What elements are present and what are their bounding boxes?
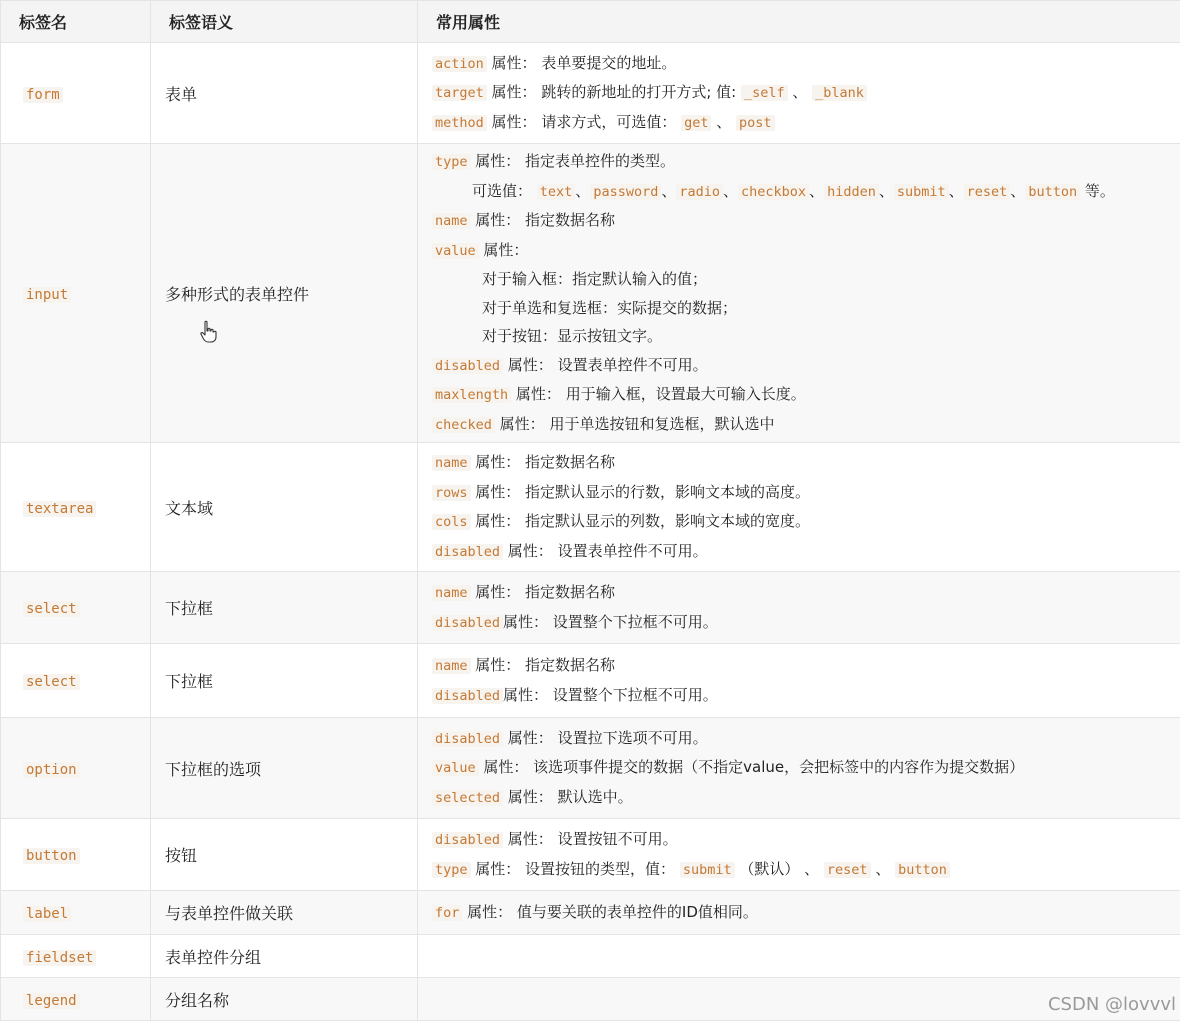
attr-code: disabled bbox=[432, 615, 503, 631]
attr-line bbox=[432, 507, 1180, 537]
header-tag-semantic: 标签语义 bbox=[151, 1, 418, 43]
attr-value-code: _self bbox=[741, 85, 788, 101]
attr-line bbox=[432, 147, 1180, 177]
attr-value-code: submit bbox=[894, 184, 949, 200]
attr-desc: 属性： 该选项事件提交的数据（不指定value，会把标签中的内容作为提交数据） bbox=[478, 758, 1025, 777]
attr-code: target bbox=[432, 85, 487, 101]
tag-code: fieldset bbox=[23, 950, 96, 966]
attr-desc: 属性： 设置按钮的类型，值： bbox=[470, 859, 680, 878]
attr-code: for bbox=[432, 905, 462, 921]
tag-semantic: 下拉框 bbox=[151, 572, 418, 644]
attr-value-code: radio bbox=[676, 184, 723, 200]
attr-desc: 属性： 指定默认显示的列数，影响文本域的宽度。 bbox=[470, 512, 811, 530]
attr-code: maxlength bbox=[432, 387, 511, 403]
attr-code: name bbox=[432, 585, 471, 601]
attr-value-code: _blank bbox=[812, 85, 867, 101]
attr-code: type bbox=[432, 862, 471, 878]
attr-line bbox=[432, 478, 1180, 508]
separator: 、 bbox=[711, 112, 737, 131]
table-row bbox=[1, 572, 1180, 644]
attr-line bbox=[432, 898, 1180, 928]
attr-desc: 属性： 用于单选按钮和复选框，默认选中 bbox=[494, 414, 775, 433]
table-row bbox=[1, 891, 1180, 935]
attr-value-code: button bbox=[1025, 184, 1080, 200]
attr-code: checked bbox=[432, 417, 495, 433]
attr-value-code: reset bbox=[824, 862, 871, 878]
separator: 、 bbox=[878, 181, 894, 200]
attr-desc: 属性： 默认选中。 bbox=[503, 787, 633, 806]
tag-code: form bbox=[23, 87, 63, 103]
attr-line: 对于单选和复选框：实际提交的数据； bbox=[482, 298, 738, 317]
tag-code: select bbox=[23, 601, 80, 617]
attr-desc: 属性： 设置表单控件不可用。 bbox=[503, 541, 708, 560]
attr-value-code: reset bbox=[964, 184, 1011, 200]
attr-desc: 属性： 跳转的新地址的打开方式; 值: bbox=[486, 83, 741, 102]
attr-line bbox=[432, 236, 1180, 266]
attr-value-code: get bbox=[681, 115, 711, 131]
tag-semantic: 按钮 bbox=[151, 819, 418, 891]
attr-list bbox=[418, 443, 1180, 572]
attr-value-code: checkbox bbox=[738, 184, 809, 200]
attr-desc: 属性： 设置拉下选项不可用。 bbox=[503, 728, 708, 747]
separator: 、 bbox=[661, 181, 677, 200]
attr-code: disabled bbox=[432, 544, 503, 560]
tag-code: option bbox=[23, 762, 80, 778]
attr-line bbox=[432, 108, 1180, 138]
attr-code: name bbox=[432, 455, 471, 471]
table-row bbox=[1, 935, 1180, 978]
attr-line bbox=[432, 651, 1180, 681]
attr-line bbox=[432, 825, 1180, 855]
table-row bbox=[1, 644, 1180, 718]
attr-line bbox=[432, 351, 1180, 381]
attr-list bbox=[418, 891, 1180, 935]
attr-line bbox=[432, 448, 1180, 478]
attr-value-code: text bbox=[537, 184, 576, 200]
table-header-row bbox=[1, 1, 1180, 43]
attr-line bbox=[432, 177, 1180, 207]
attr-line: 对于输入框：指定默认输入的值； bbox=[482, 270, 708, 288]
attr-desc: 属性： 指定表单控件的类型。 bbox=[470, 152, 676, 170]
attr-line: 对于按钮：显示按钮文字。 bbox=[482, 327, 663, 345]
tag-code: button bbox=[23, 848, 80, 864]
watermark: CSDN @lovvvl bbox=[1047, 994, 1176, 1015]
tag-code: legend bbox=[23, 993, 80, 1009]
attr-list bbox=[418, 43, 1180, 144]
separator: 、 bbox=[870, 859, 896, 878]
tag-code: label bbox=[23, 906, 71, 922]
attr-desc: 属性： 指定数据名称 bbox=[470, 453, 616, 471]
tag-code: textarea bbox=[23, 501, 96, 517]
attr-code: rows bbox=[432, 485, 471, 501]
separator: 、 bbox=[575, 181, 591, 200]
attr-line bbox=[432, 380, 1180, 410]
attr-code: action bbox=[432, 56, 487, 72]
table-row bbox=[1, 43, 1180, 144]
attr-code: selected bbox=[432, 790, 503, 806]
attr-line bbox=[432, 78, 1180, 108]
attr-line bbox=[432, 537, 1180, 567]
attr-line bbox=[432, 724, 1180, 754]
table-row bbox=[1, 144, 1180, 443]
attr-line bbox=[432, 410, 1180, 440]
attr-line bbox=[432, 206, 1180, 236]
attr-list bbox=[418, 644, 1180, 718]
attr-list bbox=[418, 819, 1180, 891]
attr-code: type bbox=[432, 154, 471, 170]
hand-pointer-icon bbox=[198, 320, 218, 344]
attr-line bbox=[432, 783, 1180, 813]
tag-semantic: 表单 bbox=[151, 43, 418, 144]
attr-desc: 属性： 表单要提交的地址。 bbox=[486, 53, 677, 72]
attr-line bbox=[432, 49, 1180, 79]
tag-code: input bbox=[23, 287, 71, 303]
attr-desc: 属性： 设置表单控件不可用。 bbox=[503, 355, 708, 374]
attr-desc: 属性： 设置整个下拉框不可用。 bbox=[503, 612, 718, 631]
attr-value-code: submit bbox=[680, 862, 735, 878]
attr-value-code: hidden bbox=[824, 184, 879, 200]
separator: 、 bbox=[723, 181, 739, 200]
separator: 、 bbox=[948, 181, 964, 200]
attr-value-code: password bbox=[590, 184, 661, 200]
attr-desc: 属性： 用于输入框，设置最大可输入长度。 bbox=[511, 385, 806, 403]
attr-code: disabled bbox=[432, 688, 503, 704]
attr-desc: 属性： 设置按钮不可用。 bbox=[503, 830, 678, 848]
attr-code: value bbox=[432, 243, 479, 259]
header-common-attrs: 常用属性 bbox=[418, 1, 1180, 43]
attr-list-empty bbox=[418, 935, 1180, 978]
attr-line bbox=[432, 855, 1180, 885]
attr-desc: 属性： bbox=[478, 240, 529, 259]
attr-desc: 等。 bbox=[1080, 181, 1115, 200]
tag-semantic: 表单控件分组 bbox=[151, 935, 418, 978]
attr-code: disabled bbox=[432, 358, 503, 374]
tag-code: select bbox=[23, 674, 80, 690]
separator: 、 bbox=[1010, 181, 1026, 200]
attr-code: name bbox=[432, 213, 471, 229]
attr-desc: 属性： 指定数据名称 bbox=[470, 211, 616, 229]
attr-desc: 属性： 指定数据名称 bbox=[470, 656, 616, 674]
tag-semantic: 多种形式的表单控件 bbox=[151, 144, 418, 443]
tag-semantic: 文本域 bbox=[151, 443, 418, 572]
attr-desc: 属性： 请求方式，可选值： bbox=[486, 112, 682, 131]
attr-list bbox=[418, 144, 1180, 443]
separator: 、 bbox=[809, 181, 825, 200]
attr-list bbox=[418, 572, 1180, 644]
attr-line bbox=[432, 681, 1180, 711]
tag-semantic: 分组名称 bbox=[151, 978, 418, 1021]
attr-line bbox=[432, 753, 1180, 783]
attr-desc: 属性： 指定数据名称 bbox=[470, 583, 616, 601]
attr-desc: （默认） 、 bbox=[734, 859, 824, 878]
tag-semantic: 下拉框的选项 bbox=[151, 718, 418, 819]
separator: 、 bbox=[787, 83, 813, 102]
attr-desc: 属性： 设置整个下拉框不可用。 bbox=[503, 685, 718, 704]
attr-desc: 可选值： bbox=[472, 181, 537, 200]
tag-semantic: 与表单控件做关联 bbox=[151, 891, 418, 935]
tag-semantic: 下拉框 bbox=[151, 644, 418, 718]
attr-code: disabled bbox=[432, 731, 503, 747]
attr-code: name bbox=[432, 658, 471, 674]
attr-line bbox=[432, 608, 1180, 638]
attr-value-code: post bbox=[736, 115, 775, 131]
attr-code: disabled bbox=[432, 832, 503, 848]
attr-code: value bbox=[432, 760, 479, 776]
attr-desc: 属性： 值与要关联的表单控件的ID值相同。 bbox=[462, 902, 758, 921]
attr-code: method bbox=[432, 115, 487, 131]
attr-code: cols bbox=[432, 514, 471, 530]
attr-line bbox=[432, 578, 1180, 608]
table-row bbox=[1, 718, 1180, 819]
table-row bbox=[1, 819, 1180, 891]
attr-list bbox=[418, 718, 1180, 819]
table-row bbox=[1, 443, 1180, 572]
header-tag-name: 标签名 bbox=[1, 1, 151, 43]
table-row bbox=[1, 978, 1180, 1021]
attr-desc: 属性： 指定默认显示的行数，影响文本域的高度。 bbox=[470, 482, 811, 501]
attr-value-code: button bbox=[895, 862, 950, 878]
